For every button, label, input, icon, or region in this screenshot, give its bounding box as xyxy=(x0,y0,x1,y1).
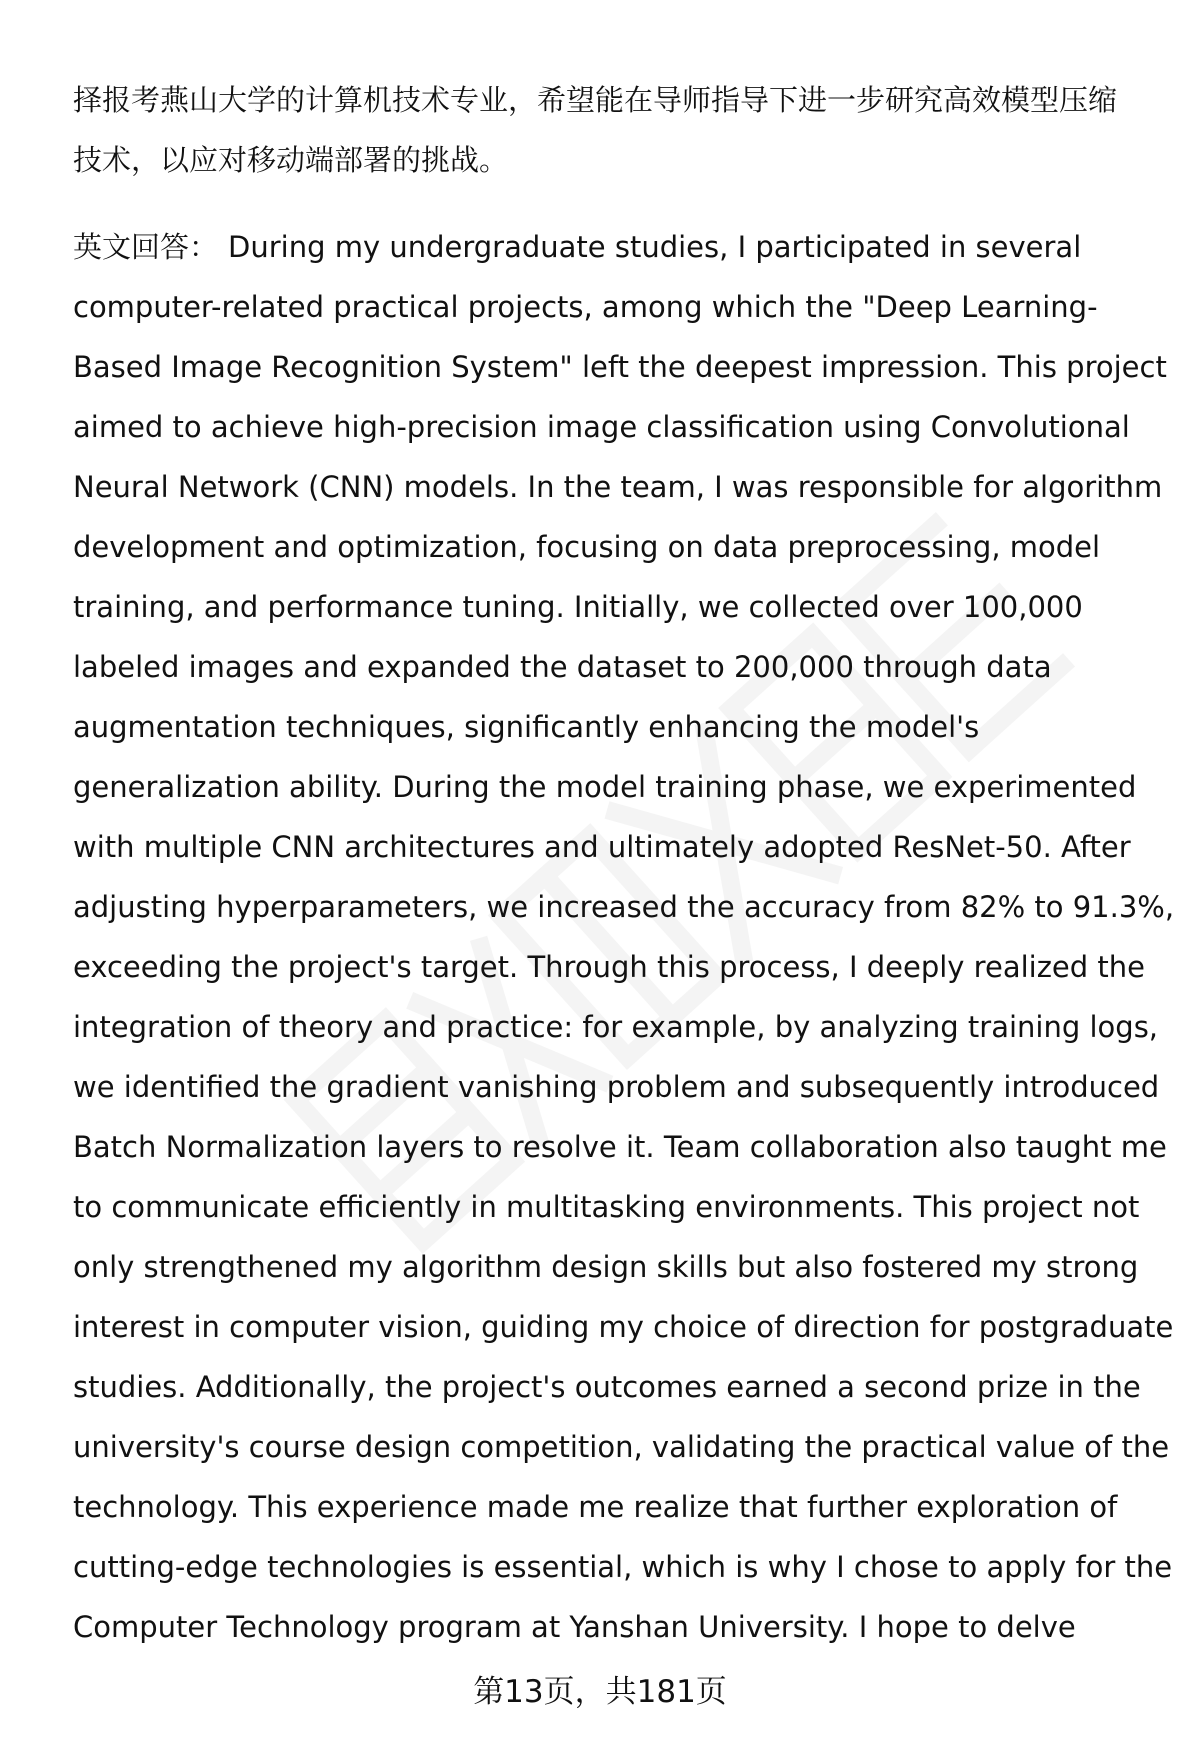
chinese-line-1: 择报考燕山大学的计算机技术专业，希望能在导师指导下进一步研究高效模型压缩 xyxy=(73,83,1118,117)
english-line-10: generalization ability. During the model training phase, we experimented xyxy=(73,770,1137,804)
english-line-22: technology. This experience made me realize that further exploration of xyxy=(73,1490,1118,1524)
page-indicator: 第13页，共181页 xyxy=(473,1674,727,1710)
english-line-1 xyxy=(73,217,1163,277)
english-line-9: augmentation techniques, significantly enhancing the model's xyxy=(73,710,980,744)
english-line-20: studies. Additionally, the project's outcomes earned a second prize in the xyxy=(73,1370,1141,1404)
english-line-7: training, and performance tuning. Initially, we collected over 100,000 xyxy=(73,590,1083,624)
english-line-text-1: During my undergraduate studies, I participated in several xyxy=(228,230,1082,264)
english-line-3: Based Image Recognition System" left the deepest impression. This project xyxy=(73,350,1167,384)
english-line-17: to communicate efficiently in multitasking environments. This project not xyxy=(73,1190,1140,1224)
english-line-13: exceeding the project's target. Through this process, I deeply realized the xyxy=(73,950,1145,984)
english-line-12: adjusting hyperparameters, we increased the accuracy from 82% to 91.3%, xyxy=(73,890,1175,924)
english-line-21: university's course design competition, validating the practical value of the xyxy=(73,1430,1170,1464)
english-line-24: Computer Technology program at Yanshan University. I hope to delve xyxy=(73,1610,1076,1644)
chinese-line-2: 技术，以应对移动端部署的挑战。 xyxy=(73,143,509,177)
english-line-6: development and optimization, focusing on data preprocessing, model xyxy=(73,530,1101,564)
chinese-paragraph xyxy=(73,70,1163,190)
english-line-16: Batch Normalization layers to resolve it. Team collaboration also taught me xyxy=(73,1130,1167,1164)
english-line-23: cutting-edge technologies is essential, which is why I chose to apply for the xyxy=(73,1550,1173,1584)
english-line-4: aimed to achieve high-precision image classification using Convolutional xyxy=(73,410,1130,444)
english-line-15: we identified the gradient vanishing problem and subsequently introduced xyxy=(73,1070,1160,1104)
english-line-8: labeled images and expanded the dataset to 200,000 through data xyxy=(73,650,1052,684)
answer-label: 英文回答： xyxy=(73,230,219,264)
english-line-2: computer-related practical projects, among which the "Deep Learning- xyxy=(73,290,1098,324)
english-line-14: integration of theory and practice: for example, by analyzing training logs, xyxy=(73,1010,1159,1044)
english-line-5: Neural Network (CNN) models. In the team, I was responsible for algorithm xyxy=(73,470,1163,504)
english-line-19: interest in computer vision, guiding my choice of direction for postgraduate xyxy=(73,1310,1174,1344)
english-answer-paragraph xyxy=(73,217,1175,1657)
english-line-11: with multiple CNN architectures and ultimately adopted ResNet-50. After xyxy=(73,830,1131,864)
english-line-18: only strengthened my algorithm design skills but also fostered my strong xyxy=(73,1250,1139,1284)
